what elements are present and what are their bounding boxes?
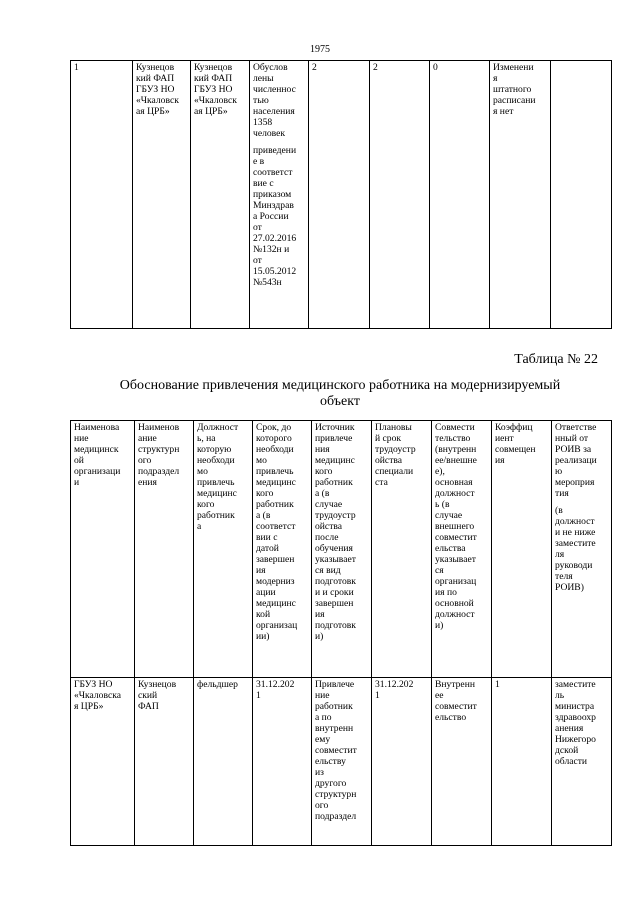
table-cell: Внутренн ее совместит ельство — [432, 678, 492, 846]
table-cell: Кузнецов кий ФАП ГБУЗ НО «Чкаловск ая ЦРБ» — [191, 61, 250, 329]
table-cell: заместите ль министра здравоохр анения Нижегоро дской области — [552, 678, 612, 846]
column-header: Совмести тельство (внутренн ее/внешне е), основная должност ь (в случае внешнего совместит ельства указывает ся организац ия по основной должност и) — [432, 421, 492, 678]
table-cell — [551, 61, 612, 329]
table-cell: 2 — [309, 61, 370, 329]
cell-paragraph: приведени е в соответст вие с приказом Минздрав а России от 27.02.2016 №132н и от 15.05.2012 №543н — [253, 145, 297, 288]
table-22 — [70, 420, 612, 846]
table-cell: 31.12.202 1 — [253, 678, 312, 846]
table-cell: 31.12.202 1 — [372, 678, 432, 846]
table-cell: 0 — [430, 61, 490, 329]
table-cell: Привлече ние работник а по внутренн ему совместит ельству из другого структурн ого подраздел — [312, 678, 372, 846]
column-header: Срок, до которого необходи мо привлечь медицинс кого работник а (в соответст вии с датой завершен ия модерниз ации медицинс кой организац ии) — [253, 421, 312, 678]
column-header: Плановы й срок трудоустр ойства специали ста — [372, 421, 432, 678]
column-header: Коэффиц иент совмещен ия — [492, 421, 552, 678]
table-row — [71, 61, 612, 329]
column-header: Должност ь, на которую необходи мо привлечь медицинс кого работник а — [194, 421, 253, 678]
cell-paragraph: Обуслов лены численнос тью населения 1358 человек — [253, 62, 296, 139]
table-cell: ГБУЗ НО «Чкаловска я ЦРБ» — [71, 678, 135, 846]
column-header — [552, 421, 612, 678]
cell-paragraph: Ответстве нный от РОИВ за реализаци ю мероприя тия — [555, 422, 597, 499]
column-header: Источник привлече ния медицинс кого работник а (в случае трудоустр ойства после обучения указывает ся вид подготовк и и сроки завершен ия подготовк и) — [312, 421, 372, 678]
table-cell: Изменени я штатного расписани я нет — [490, 61, 551, 329]
header-row — [71, 421, 612, 678]
table-cell: 1 — [71, 61, 133, 329]
table-cell — [250, 61, 309, 329]
column-header: Наименов ание структурн ого подраздел ения — [135, 421, 194, 678]
table-title: Обоснование привлечения медицинского работника на модернизируемый объект — [119, 378, 561, 409]
table-number: Таблица № 22 — [514, 352, 598, 367]
continuation-table — [70, 60, 612, 329]
cell-paragraph: (в должност и не ниже заместите ля руководи теля РОИВ) — [555, 505, 596, 593]
table-cell: 1 — [492, 678, 552, 846]
table-cell: Кузнецов кий ФАП ГБУЗ НО «Чкаловск ая ЦРБ» — [133, 61, 191, 329]
table-cell: фельдшер — [194, 678, 253, 846]
table-cell: 2 — [370, 61, 430, 329]
table-cell: Кузнецов ский ФАП — [135, 678, 194, 846]
page-number: 1975 — [310, 44, 330, 55]
table-row — [71, 678, 612, 846]
column-header: Наименова ние медицинск ой организаци и — [71, 421, 135, 678]
